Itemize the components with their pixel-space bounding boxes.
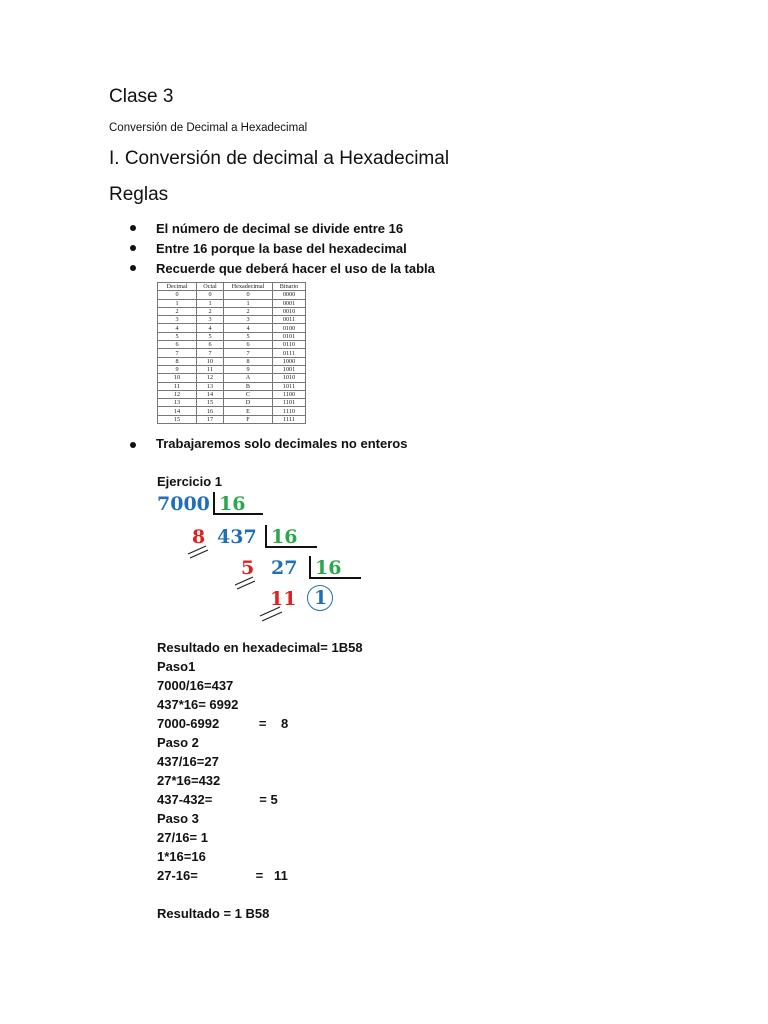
table-row [158,291,306,299]
table-row [158,332,306,340]
table-row [158,341,306,349]
step-line: 437*16= 6992 [157,697,239,712]
table-cell: 0110 [273,341,306,349]
table-cell: 17 [197,415,224,423]
step-line: 27-16= = 11 [157,868,288,883]
divisor-2: 16 [271,526,298,548]
step-line: 7000-6992 = 8 [157,716,289,731]
table-cell: 15 [197,399,224,407]
table-cell: 10 [197,357,224,365]
table-cell: 6 [158,341,197,349]
step-line: Paso 2 [157,735,199,750]
table-cell: 4 [158,324,197,332]
divisor-1: 16 [219,493,246,515]
table-row [158,415,306,423]
table-cell: 0 [197,291,224,299]
table-cell: 11 [197,365,224,373]
table-cell: 0001 [273,299,306,307]
table-cell: 7 [224,349,273,357]
step-line: 437/16=27 [157,754,219,769]
table-cell: 1 [197,299,224,307]
table-row [158,349,306,357]
step-line: 7000/16=437 [157,678,234,693]
step-line: 27/16= 1 [157,830,208,845]
table-row [158,399,306,407]
conversion-table [157,282,306,424]
table-row [158,299,306,307]
remainder-2: 5 [241,557,255,579]
step-line: Paso 3 [157,811,199,826]
table-cell: 5 [197,332,224,340]
table-cell: 4 [224,324,273,332]
table-cell: 1 [224,299,273,307]
dividend-1: 7000 [157,493,210,515]
table-cell: 6 [224,341,273,349]
table-cell: D [224,399,273,407]
list-item: Trabajaremos solo decimales no enteros [130,436,407,451]
strike-marks-icon [258,606,284,622]
bullet-icon [130,245,136,251]
final-result: Resultado = 1 B58 [157,906,270,921]
table-cell: 0101 [273,332,306,340]
table-row [158,390,306,398]
table-cell: 6 [197,341,224,349]
table-cell: E [224,407,273,415]
column-header: Decimal [158,283,197,291]
table-cell: 2 [224,307,273,315]
table-cell: 3 [224,316,273,324]
table-cell: 12 [158,390,197,398]
step-line: 27*16=432 [157,773,221,788]
divisor-3: 16 [315,557,342,579]
table-cell: A [224,374,273,382]
division-bracket-vertical [265,525,267,548]
table-cell: 1011 [273,382,306,390]
table-cell: 0011 [273,316,306,324]
list-item: El número de decimal se divide entre 16 [130,219,435,239]
table-cell: 0000 [273,291,306,299]
remainder-3: 11 [270,588,297,610]
page-subtitle: Conversión de Decimal a Hexadecimal [109,122,308,134]
table-row [158,307,306,315]
step-line: Resultado en hexadecimal= 1B58 [157,640,363,655]
table-row [158,382,306,390]
table-cell: 13 [197,382,224,390]
table-row [158,407,306,415]
quotient-3: 1 [314,587,328,609]
rules-heading: Reglas [109,184,169,205]
table-cell: 0100 [273,324,306,332]
table-cell: 14 [158,407,197,415]
step-line: 437-432= = 5 [157,792,278,807]
table-cell: 1 [158,299,197,307]
exercise-label: Ejercicio 1 [157,474,223,489]
table-cell: 4 [197,324,224,332]
table-cell: 1101 [273,399,306,407]
division-bracket-vertical [309,556,311,579]
step-line: Paso1 [157,659,196,674]
table-cell: 7 [197,349,224,357]
table-cell: 11 [158,382,197,390]
table-cell: 3 [158,316,197,324]
table-cell: 8 [158,357,197,365]
table-cell: 0 [158,291,197,299]
table-cell: 0111 [273,349,306,357]
bullet-icon [130,265,136,271]
table-cell: 13 [158,399,197,407]
list-item: Entre 16 porque la base del hexadecimal [130,239,435,259]
remainder-1: 8 [192,526,206,548]
table-cell: 9 [224,365,273,373]
table-row [158,357,306,365]
strike-marks-icon [186,545,210,559]
table-cell: 8 [224,357,273,365]
table-cell: 1010 [273,374,306,382]
division-bracket-vertical [213,492,215,515]
column-header: Hexadecimal [224,283,273,291]
table-row [158,374,306,382]
table-cell: 1000 [273,357,306,365]
strike-marks-icon [233,576,257,590]
table-cell: B [224,382,273,390]
table-cell: 12 [197,374,224,382]
table-cell: 3 [197,316,224,324]
rules-list [130,219,435,279]
table-cell: 2 [197,307,224,315]
table-cell: 0010 [273,307,306,315]
bullet-icon [130,225,136,231]
table-row [158,316,306,324]
table-cell: 16 [197,407,224,415]
table-cell: 15 [158,415,197,423]
table-cell: 1110 [273,407,306,415]
table-cell: 5 [158,332,197,340]
table-cell: 9 [158,365,197,373]
table-cell: 10 [158,374,197,382]
bullet-icon [130,442,136,448]
table-row [158,324,306,332]
quotient-1: 437 [217,526,257,548]
table-cell: 1001 [273,365,306,373]
table-cell: 2 [158,307,197,315]
table-cell: 0 [224,291,273,299]
table-cell: 14 [197,390,224,398]
section-heading: I. Conversión de decimal a Hexadecimal [109,148,450,169]
step-line: 1*16=16 [157,849,206,864]
column-header: Octal [197,283,224,291]
table-cell: 5 [224,332,273,340]
steps-list [157,638,363,885]
quotient-2: 27 [271,557,298,579]
list-item: Recuerde que deberá hacer el uso de la tabla [130,259,435,279]
page-title: Clase 3 [109,86,174,107]
table-cell: 7 [158,349,197,357]
table-cell: 1100 [273,390,306,398]
column-header: Binario [273,283,306,291]
table-cell: F [224,415,273,423]
table-cell: C [224,390,273,398]
table-cell: 1111 [273,415,306,423]
table-row [158,365,306,373]
table-header-row [158,283,306,291]
